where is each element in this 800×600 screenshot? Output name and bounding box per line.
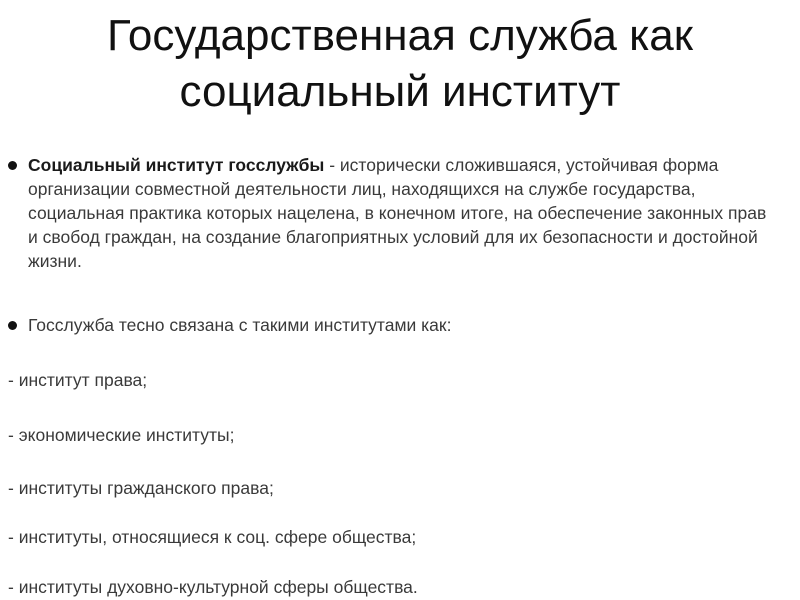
bullet-dot-icon [8, 161, 17, 170]
list-item-law-institute: - институт права; [8, 370, 148, 390]
bullet-related-text: Госслужба тесно связана с такими институтами как: [28, 315, 452, 335]
slide-title-line-1: Государственная служба как [106, 11, 694, 60]
definition-term: Социальный институт госслужбы [28, 155, 325, 175]
list-item-cultural-institutes: - институты духовно-культурной сферы общества. [8, 577, 418, 597]
slide-title-line-2: социальный институт [179, 67, 621, 116]
definition-body: - исторически сложившаяся, устойчивая форма организации совместной деятельности лиц, находящихся на службе государства, социальная практика которых нацелена, в конечном итоге, на обеспечение законных прав и свобод граждан, на создание благоприятных условий для их безопасности и достойной жизни. [28, 155, 767, 271]
list-item-civil-law-institutes: - институты гражданского права; [8, 478, 274, 498]
slide-title [0, 8, 800, 120]
list-item-social-sphere-institutes: - институты, относящиеся к соц. сфере общества; [8, 527, 417, 547]
bullet-dot-icon [8, 321, 17, 330]
bullet-definition-text [28, 153, 778, 273]
bullet-definition [8, 153, 778, 273]
bullet-related-institutions [8, 313, 778, 337]
list-item-economic-institutes: - экономические институты; [8, 425, 235, 445]
